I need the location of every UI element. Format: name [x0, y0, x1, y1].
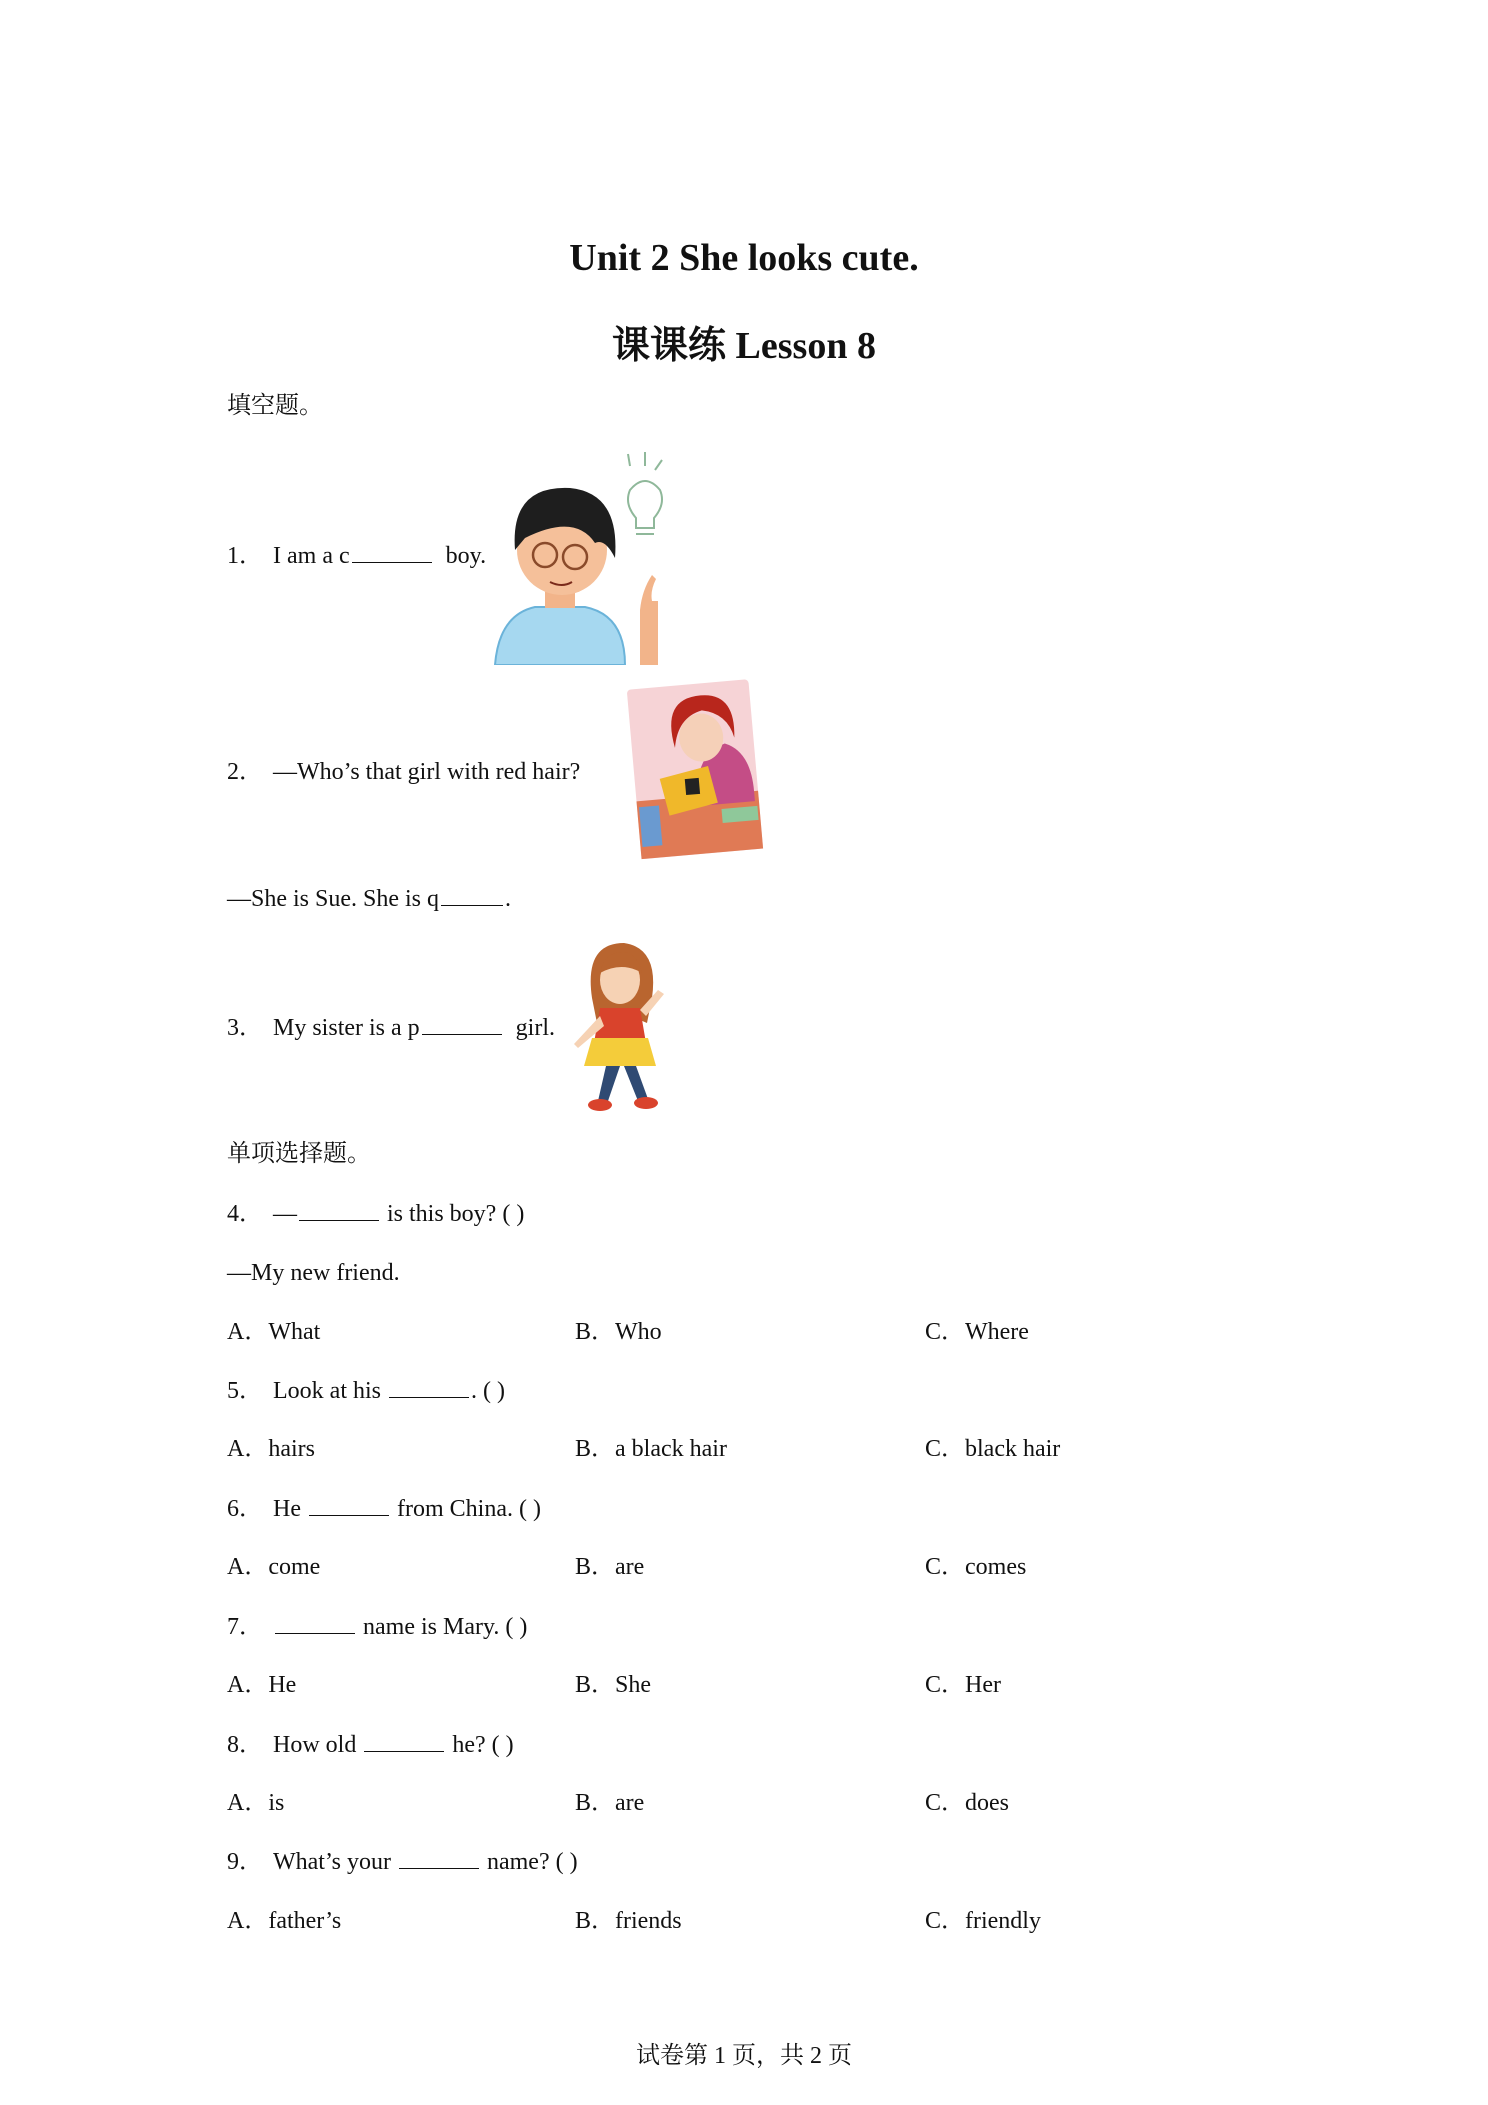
answer-blank[interactable] — [399, 1848, 479, 1869]
page-footer: 试卷第 1 页，共 2 页 — [636, 2043, 852, 2069]
option-a[interactable]: A．is — [227, 1790, 285, 1816]
answer-blank[interactable] — [309, 1495, 389, 1516]
question-number: 6． — [227, 1496, 263, 1522]
question-2: 2． —Who’s that girl with red hair? — [227, 759, 581, 785]
question-number: 2． — [227, 759, 263, 785]
option-a[interactable]: A．hairs — [227, 1436, 315, 1462]
option-c[interactable]: C．Her — [925, 1672, 1001, 1698]
option-b[interactable]: B．a black hair — [575, 1436, 727, 1462]
page-title: Unit 2 She looks cute. — [569, 237, 919, 279]
question-number: 7． — [227, 1614, 263, 1640]
option-a[interactable]: A．What — [227, 1319, 321, 1345]
question-4-reply: —My new friend. — [227, 1260, 400, 1286]
section-heading-fill-in: 填空题。 — [227, 393, 323, 419]
option-c[interactable]: C．Where — [925, 1319, 1029, 1345]
option-a[interactable]: A．He — [227, 1672, 297, 1698]
answer-blank[interactable] — [364, 1731, 444, 1752]
question-7: 7． name is Mary. ( ) — [227, 1614, 528, 1640]
page-subtitle: 课课练 Lesson 8 — [612, 325, 876, 367]
option-a[interactable]: A．father’s — [227, 1908, 342, 1934]
option-b[interactable]: B．friends — [575, 1908, 682, 1934]
answer-blank[interactable] — [422, 1014, 502, 1035]
option-c[interactable]: C．comes — [925, 1554, 1027, 1580]
option-b[interactable]: B．are — [575, 1790, 645, 1816]
question-9: 9． What’s your name? ( ) — [227, 1849, 578, 1875]
question-2-answer: —She is Sue. She is q . — [227, 886, 512, 912]
question-8: 8． How old he? ( ) — [227, 1732, 514, 1758]
question-number: 4． — [227, 1201, 263, 1227]
question-3: 3． My sister is a p girl. — [227, 1015, 555, 1041]
option-b[interactable]: B．Who — [575, 1319, 662, 1345]
question-6: 6． He from China. ( ) — [227, 1496, 541, 1522]
answer-blank[interactable] — [299, 1200, 379, 1221]
boy-with-lightbulb-illustration — [490, 450, 680, 665]
red-haired-girl-reading-card-illustration — [622, 676, 772, 864]
question-number: 9． — [227, 1849, 263, 1875]
waving-girl-illustration — [562, 938, 674, 1116]
question-number: 5． — [227, 1378, 263, 1404]
answer-blank[interactable] — [275, 1613, 355, 1634]
option-b[interactable]: B．are — [575, 1554, 645, 1580]
question-number: 1． — [227, 543, 263, 569]
question-number: 3． — [227, 1015, 263, 1041]
section-heading-multiple-choice: 单项选择题。 — [227, 1141, 371, 1167]
question-4: 4． — is this boy? ( ) — [227, 1201, 525, 1227]
answer-blank[interactable] — [441, 885, 503, 906]
answer-blank[interactable] — [352, 542, 432, 563]
option-c[interactable]: C．black hair — [925, 1436, 1061, 1462]
option-c[interactable]: C．does — [925, 1790, 1009, 1816]
answer-blank[interactable] — [389, 1377, 469, 1398]
option-a[interactable]: A．come — [227, 1554, 321, 1580]
option-b[interactable]: B．She — [575, 1672, 652, 1698]
question-number: 8． — [227, 1732, 263, 1758]
question-1: 1． I am a c boy. — [227, 543, 487, 569]
question-5: 5． Look at his . ( ) — [227, 1378, 505, 1404]
option-c[interactable]: C．friendly — [925, 1908, 1041, 1934]
